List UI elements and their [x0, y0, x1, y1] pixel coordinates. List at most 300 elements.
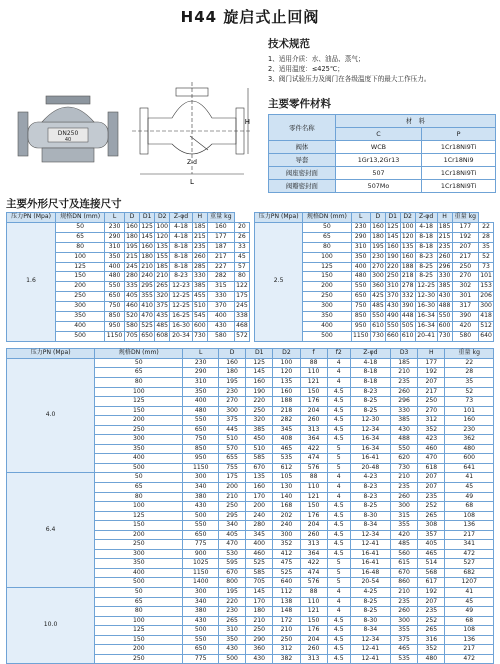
table-cell: 510: [218, 435, 245, 445]
table-cell: 610: [370, 321, 385, 331]
table-cell: 270: [218, 397, 245, 407]
table-cell: 188: [400, 262, 415, 272]
table-cell: 4: [327, 358, 350, 368]
table-cell: 120: [155, 232, 170, 242]
table-cell: 382: [273, 654, 300, 664]
table-cell: 4-18: [170, 222, 192, 232]
table-cell: 1150: [105, 331, 125, 341]
nameplate-text: DN250: [57, 130, 79, 137]
table-cell: 235: [418, 607, 445, 617]
table-cell: 278: [400, 282, 415, 292]
materials-cell: 阀体: [269, 141, 336, 154]
table-cell: 250: [95, 654, 183, 664]
column-header: f: [300, 349, 327, 359]
table-cell: 316: [418, 635, 445, 645]
table-cell: 5: [327, 568, 350, 578]
table-cell: 8-25: [350, 502, 390, 512]
column-header: D1: [385, 213, 400, 223]
column-header: L: [183, 349, 219, 359]
table-cell: 177: [207, 232, 234, 242]
table-cell: 300: [391, 502, 418, 512]
table-cell: 80: [95, 492, 183, 502]
column-header: f2: [327, 349, 350, 359]
table-cell: 4.5: [327, 654, 350, 664]
materials-row: [269, 141, 496, 154]
table-cell: 195: [218, 588, 245, 598]
table-cell: 430: [218, 645, 245, 655]
materials-cell: 导套: [269, 154, 336, 167]
table-cell: 550: [391, 444, 418, 454]
table-cell: 148: [273, 607, 300, 617]
table-cell: 405: [218, 530, 245, 540]
table-cell: 230: [218, 387, 245, 397]
table-cell: 8-18: [415, 232, 437, 242]
table-cell: 362: [445, 435, 494, 445]
table-cell: 580: [124, 321, 139, 331]
table-cell: 145: [385, 232, 400, 242]
table-cell: 260: [192, 252, 207, 262]
table-cell: 470: [418, 454, 445, 464]
table-cell: 4.5: [327, 626, 350, 636]
table-cell: 282: [273, 416, 300, 426]
column-header: 压力PN (Mpa): [7, 213, 56, 223]
table-cell: 100: [303, 252, 351, 262]
table-cell: 460: [246, 549, 273, 559]
table-cell: 425: [370, 292, 385, 302]
table-cell: 345: [273, 425, 300, 435]
table-row: [7, 473, 494, 483]
table-cell: 950: [105, 321, 125, 331]
materials-row: [269, 167, 496, 180]
table-cell: 210: [140, 262, 155, 272]
table-cell: 12-41: [350, 540, 390, 550]
table-cell: 50: [56, 222, 105, 232]
table-cell: 500: [183, 626, 219, 636]
table-cell: 4: [327, 588, 350, 598]
tech-spec-line: 1、适用介质：水、油品、蒸气；: [268, 55, 365, 63]
table-cell: 217: [445, 530, 494, 540]
table-cell: 200: [218, 483, 245, 493]
table-cell: 364: [300, 435, 327, 445]
table-cell: 172: [273, 616, 300, 626]
table-row: [7, 358, 494, 368]
table-cell: 8-25: [350, 406, 390, 416]
table-cell: 525: [273, 568, 300, 578]
table-cell: 350: [183, 387, 219, 397]
table-cell: 475: [273, 559, 300, 569]
pressure-cell: 10.0: [7, 588, 95, 664]
table-cell: 660: [385, 331, 400, 341]
table-cell: 568: [418, 568, 445, 578]
table-header-row: [255, 213, 494, 223]
table-cell: 252: [418, 616, 445, 626]
table-cell: 576: [300, 578, 327, 588]
table-cell: 150: [95, 521, 183, 531]
materials-cell: 1Cr18Ni9Ti: [422, 167, 496, 180]
table-cell: 235: [391, 483, 418, 493]
table-cell: 4: [327, 473, 350, 483]
table-cell: 8-34: [350, 626, 390, 636]
column-header: H: [418, 349, 445, 359]
table-cell: 535: [273, 454, 300, 464]
table-cell: 16-34: [350, 435, 390, 445]
table-cell: 4: [327, 368, 350, 378]
table-cell: 512: [479, 321, 494, 331]
table-cell: 108: [445, 626, 494, 636]
table-cell: 260: [391, 607, 418, 617]
table-cell: 572: [234, 331, 249, 341]
table-cell: 220: [218, 597, 245, 607]
table-cell: 313: [300, 540, 327, 550]
table-cell: 100: [155, 222, 170, 232]
table-cell: 682: [445, 568, 494, 578]
column-header: 重量 kg: [207, 213, 234, 223]
table-cell: 230: [183, 358, 219, 368]
pressure-cell: 6.4: [7, 473, 95, 588]
table-cell: 850: [105, 312, 125, 322]
table-cell: 110: [300, 368, 327, 378]
table-cell: 20-48: [350, 463, 390, 473]
table-cell: 600: [445, 454, 494, 464]
table-cell: 145: [246, 588, 273, 598]
table-cell: 8-25: [350, 607, 390, 617]
table-cell: 4.5: [327, 549, 350, 559]
table-cell: 35: [479, 242, 494, 252]
dims-table-pn25: [254, 212, 494, 342]
table-cell: 125: [95, 397, 183, 407]
table-cell: 640: [479, 331, 494, 341]
table-cell: 160: [124, 222, 139, 232]
table-cell: 730: [391, 463, 418, 473]
table-cell: 200: [303, 282, 351, 292]
table-cell: 400: [246, 540, 273, 550]
table-cell: 160: [370, 222, 385, 232]
table-cell: 320: [246, 416, 273, 426]
table-cell: 195: [124, 242, 139, 252]
table-cell: 160: [246, 483, 273, 493]
table-cell: 350: [95, 444, 183, 454]
table-cell: 705: [124, 331, 139, 341]
dim-label-zd: Z-d: [187, 159, 197, 166]
table-cell: 470: [218, 540, 245, 550]
table-cell: 5: [327, 578, 350, 588]
table-cell: 5: [327, 559, 350, 569]
table-cell: 460: [418, 444, 445, 454]
materials-heading: 主要零件材料: [268, 98, 331, 110]
table-cell: 204: [300, 521, 327, 531]
table-cell: 8-25: [350, 397, 390, 407]
column-header: Z-φd: [170, 213, 192, 223]
table-cell: 282: [207, 272, 234, 282]
column-header: 规格DN (mm): [95, 349, 183, 359]
table-cell: 360: [370, 282, 385, 292]
table-cell: 215: [124, 252, 139, 262]
table-cell: 270: [452, 272, 479, 282]
table-cell: 525: [246, 559, 273, 569]
table-cell: 340: [183, 597, 219, 607]
table-cell: 5: [327, 454, 350, 464]
table-cell: 26: [234, 232, 249, 242]
table-cell: 600: [192, 321, 207, 331]
table-cell: 612: [273, 463, 300, 473]
table-cell: 430: [183, 502, 219, 512]
table-cell: 180: [124, 232, 139, 242]
table-cell: 101: [445, 406, 494, 416]
table-cell: 4: [327, 483, 350, 493]
table-cell: 4.5: [327, 425, 350, 435]
materials-col-p: P: [422, 128, 496, 141]
table-cell: 45: [445, 597, 494, 607]
table-cell: 480: [418, 654, 445, 664]
table-cell: 145: [246, 368, 273, 378]
table-cell: 125: [56, 262, 105, 272]
table-cell: 4-25: [350, 588, 390, 598]
table-cell: 125: [140, 222, 155, 232]
table-cell: 140: [273, 492, 300, 502]
table-cell: 206: [479, 292, 494, 302]
table-cell: 8-23: [350, 492, 390, 502]
table-cell: 472: [445, 654, 494, 664]
table-cell: 235: [437, 242, 452, 252]
table-cell: 260: [391, 492, 418, 502]
table-cell: 385: [391, 416, 418, 426]
table-cell: 470: [140, 312, 155, 322]
table-cell: 73: [445, 397, 494, 407]
table-cell: 207: [418, 483, 445, 493]
table-header-row: [7, 213, 250, 223]
table-cell: 615: [391, 559, 418, 569]
table-cell: 16-25: [170, 312, 192, 322]
table-cell: 335: [124, 282, 139, 292]
table-cell: 210: [273, 626, 300, 636]
table-header-row: [7, 349, 494, 359]
table-cell: 350: [105, 252, 125, 262]
table-cell: 4.5: [327, 435, 350, 445]
table-cell: 16-41: [350, 549, 390, 559]
table-cell: 125: [95, 511, 183, 521]
table-cell: 950: [351, 321, 370, 331]
table-cell: 340: [218, 521, 245, 531]
column-header: 重量 kg: [445, 349, 494, 359]
table-cell: 207: [418, 378, 445, 388]
table-cell: 12-34: [350, 425, 390, 435]
table-cell: 4.5: [327, 416, 350, 426]
dims-heading: 主要外形尺寸及连接尺寸: [6, 198, 122, 210]
table-cell: 22: [479, 222, 494, 232]
table-cell: 217: [445, 645, 494, 655]
table-cell: 525: [140, 321, 155, 331]
table-cell: 180: [370, 232, 385, 242]
table-cell: 176: [300, 511, 327, 521]
table-cell: 1150: [183, 463, 219, 473]
table-cell: 576: [300, 463, 327, 473]
table-cell: 4.5: [327, 616, 350, 626]
table-cell: 315: [391, 511, 418, 521]
table-cell: 465: [273, 444, 300, 454]
table-cell: 153: [479, 282, 494, 292]
table-cell: 200: [56, 282, 105, 292]
table-cell: 380: [183, 607, 219, 617]
table-cell: 65: [95, 597, 183, 607]
table-cell: 16-30: [415, 302, 437, 312]
table-cell: 900: [183, 549, 219, 559]
table-cell: 400: [56, 321, 105, 331]
table-cell: 800: [218, 578, 245, 588]
column-header: D: [370, 213, 385, 223]
table-cell: 176: [300, 397, 327, 407]
table-cell: 385: [192, 282, 207, 292]
table-cell: 4.5: [327, 530, 350, 540]
table-cell: 4: [327, 378, 350, 388]
table-cell: 330: [391, 406, 418, 416]
table-cell: 352: [418, 425, 445, 435]
table-cell: 52: [479, 252, 494, 262]
table-cell: 125: [385, 222, 400, 232]
table-cell: 230: [218, 607, 245, 617]
table-cell: 480: [183, 406, 219, 416]
table-cell: 352: [273, 540, 300, 550]
table-cell: 150: [303, 272, 351, 282]
materials-col-c: C: [335, 128, 421, 141]
table-cell: 177: [452, 222, 479, 232]
dims-table-high-pressure: [6, 348, 494, 664]
table-cell: 330: [437, 272, 452, 282]
table-cell: 185: [391, 358, 418, 368]
table-cell: 950: [183, 454, 219, 464]
table-cell: 4: [327, 492, 350, 502]
tech-spec-line: 2、适用温度：≤425℃；: [268, 65, 344, 73]
table-cell: 730: [192, 331, 207, 341]
table-cell: 4.5: [327, 540, 350, 550]
table-cell: 192: [418, 588, 445, 598]
table-cell: 730: [437, 331, 452, 341]
table-cell: 550: [183, 521, 219, 531]
tech-spec-line: 3、阀门试验压力及阀门在各级温度下的最大工作压力。: [268, 75, 431, 83]
materials-cell: 1Cr18Ni9Ti: [422, 141, 496, 154]
table-cell: 52: [445, 387, 494, 397]
table-cell: 4-18: [350, 358, 390, 368]
table-cell: 8-23: [350, 483, 390, 493]
table-cell: 750: [183, 435, 219, 445]
column-header: L: [105, 213, 125, 223]
table-cell: 300: [183, 473, 219, 483]
table-cell: 312: [273, 645, 300, 655]
table-cell: 400: [95, 454, 183, 464]
table-cell: 8-25: [415, 272, 437, 282]
table-cell: 230: [370, 252, 385, 262]
pressure-cell: 2.5: [255, 222, 303, 341]
table-cell: 448: [400, 312, 415, 322]
table-cell: 313: [300, 425, 327, 435]
table-cell: 580: [207, 331, 234, 341]
table-cell: 500: [218, 654, 245, 664]
table-cell: 8-18: [415, 242, 437, 252]
table-cell: 80: [303, 242, 351, 252]
table-cell: 105: [273, 473, 300, 483]
table-cell: 485: [370, 302, 385, 312]
table-cell: 370: [385, 292, 400, 302]
column-header: H: [192, 213, 207, 223]
table-cell: 500: [95, 463, 183, 473]
table-cell: 217: [452, 252, 479, 262]
table-cell: 290: [351, 232, 370, 242]
table-cell: 4.5: [327, 521, 350, 531]
materials-row: [269, 154, 496, 167]
table-cell: 430: [391, 425, 418, 435]
table-cell: 1025: [183, 559, 219, 569]
table-cell: 705: [246, 578, 273, 588]
table-cell: 485: [391, 540, 418, 550]
table-cell: 510: [246, 444, 273, 454]
table-row: [255, 222, 494, 232]
table-cell: 514: [418, 559, 445, 569]
table-cell: 80: [234, 272, 249, 282]
table-cell: 217: [418, 387, 445, 397]
table-cell: 187: [207, 242, 234, 252]
table-cell: 500: [56, 331, 105, 341]
table-cell: 312: [418, 416, 445, 426]
table-cell: 520: [124, 312, 139, 322]
table-cell: 16-34: [415, 312, 437, 322]
table-cell: 350: [95, 559, 183, 569]
table-cell: 527: [445, 559, 494, 569]
table-cell: 370: [207, 302, 234, 312]
table-cell: 28: [445, 368, 494, 378]
table-cell: 188: [273, 397, 300, 407]
table-cell: 488: [391, 435, 418, 445]
table-cell: 250: [246, 406, 273, 416]
table-cell: 265: [155, 282, 170, 292]
table-cell: 145: [140, 232, 155, 242]
table-cell: 41: [445, 588, 494, 598]
table-cell: 230: [445, 425, 494, 435]
table-cell: 175: [234, 292, 249, 302]
table-cell: 204: [300, 406, 327, 416]
table-cell: 480: [445, 444, 494, 454]
table-cell: 200: [95, 416, 183, 426]
table-cell: 121: [300, 492, 327, 502]
table-cell: 245: [124, 262, 139, 272]
table-cell: 350: [56, 312, 105, 322]
table-cell: 641: [445, 463, 494, 473]
table-cell: 535: [391, 654, 418, 664]
table-cell: 100: [95, 616, 183, 626]
table-cell: 12-30: [415, 292, 437, 302]
table-cell: 410: [140, 302, 155, 312]
table-cell: 650: [183, 425, 219, 435]
column-header: D2: [273, 349, 300, 359]
table-cell: 655: [218, 454, 245, 464]
table-cell: 73: [479, 262, 494, 272]
table-cell: 310: [105, 242, 125, 252]
table-cell: 265: [218, 616, 245, 626]
table-cell: 16-41: [350, 559, 390, 569]
column-header: 规格DN (mm): [303, 213, 351, 223]
table-cell: 308: [418, 521, 445, 531]
column-header: Z-φd: [350, 349, 390, 359]
table-cell: 12-30: [350, 416, 390, 426]
table-cell: 207: [418, 597, 445, 607]
table-cell: 375: [155, 302, 170, 312]
table-cell: 250: [452, 262, 479, 272]
table-cell: 330: [192, 272, 207, 282]
table-cell: 310: [218, 626, 245, 636]
materials-cell: 1Cr18Ni9Ti: [422, 180, 496, 193]
table-cell: 310: [351, 242, 370, 252]
table-cell: 12-41: [350, 645, 390, 655]
table-cell: 195: [218, 378, 245, 388]
table-cell: 350: [351, 252, 370, 262]
